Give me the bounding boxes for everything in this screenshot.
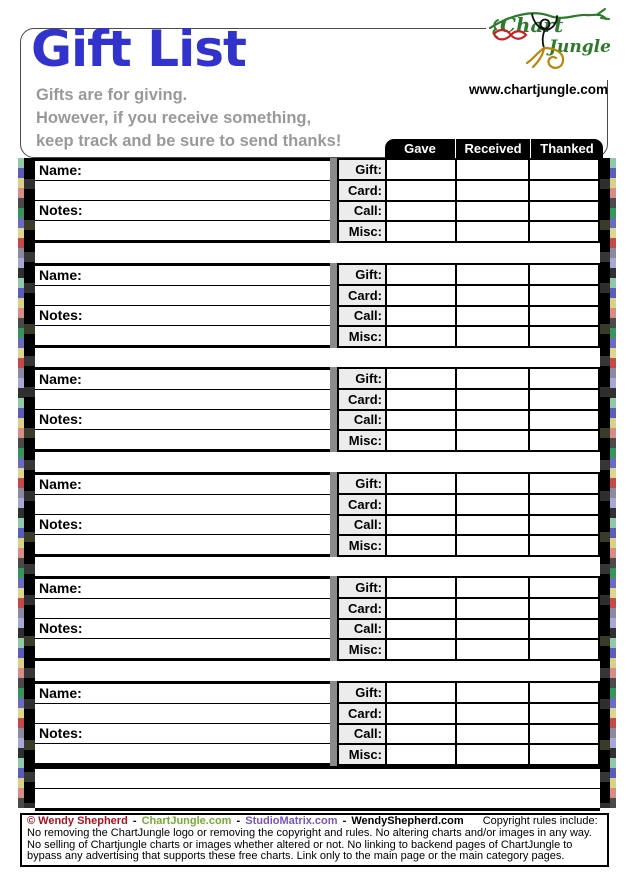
gift-entry-block	[35, 576, 600, 661]
checkbox-gave-misc[interactable]	[387, 640, 455, 659]
checkbox-received-misc[interactable]	[457, 640, 528, 659]
checkbox-thanked-misc[interactable]	[530, 640, 598, 659]
gift-entry-block	[35, 681, 600, 766]
card-row-label: Card:	[339, 495, 385, 514]
checkbox-received-card[interactable]	[457, 599, 528, 618]
notes-write-line-2[interactable]	[35, 639, 330, 658]
panel-divider	[330, 681, 337, 766]
copyright-rule-line-3: bypass any advertising that supports these free charts. Link only to the main page or the main category pages.	[27, 850, 565, 863]
entry-left-panel	[35, 681, 330, 766]
checkbox-thanked-call[interactable]	[530, 202, 598, 221]
card-row-label: Card:	[339, 390, 385, 409]
notes-write-line-2[interactable]	[35, 535, 330, 554]
checkbox-received-card[interactable]	[457, 704, 528, 723]
monkey-logo-icon	[486, 2, 610, 80]
checkbox-gave-gift[interactable]	[387, 369, 455, 388]
checkbox-received-call[interactable]	[457, 516, 528, 535]
call-row-label: Call:	[339, 725, 385, 744]
status-col-received: Received	[455, 139, 530, 158]
checkbox-thanked-call[interactable]	[530, 516, 598, 535]
name-write-line[interactable]	[35, 684, 330, 704]
checkbox-gave-misc[interactable]	[387, 222, 455, 241]
name-write-line-2[interactable]	[35, 390, 330, 410]
checkbox-thanked-card[interactable]	[530, 704, 598, 723]
checkbox-thanked-call[interactable]	[530, 725, 598, 744]
notes-write-line-2[interactable]	[35, 326, 330, 345]
status-column-header-bar	[385, 139, 603, 158]
checkbox-received-call[interactable]	[457, 202, 528, 221]
misc-row-label: Misc:	[339, 640, 385, 659]
rules-heading: Copyright rules include:	[482, 815, 598, 827]
checkbox-gave-gift[interactable]	[387, 474, 455, 493]
misc-row-label: Misc:	[339, 222, 385, 241]
checkbox-received-call[interactable]	[457, 307, 528, 326]
dash: -	[132, 815, 137, 827]
entry-status-grid	[337, 158, 600, 243]
copyright-rule-line-1: No removing the ChartJungle logo or removing the copyright and rules. No altering charts and/or images in any way.	[27, 826, 592, 839]
checkbox-thanked-gift[interactable]	[530, 160, 598, 179]
misc-row-label: Misc:	[339, 745, 385, 764]
checkbox-gave-card[interactable]	[387, 599, 455, 618]
name-label: Name:	[39, 580, 82, 596]
name-write-line[interactable]	[35, 266, 330, 286]
notes-label: Notes:	[39, 411, 83, 427]
card-row-label: Card:	[339, 286, 385, 305]
checkbox-received-misc[interactable]	[457, 431, 528, 450]
checkbox-received-card[interactable]	[457, 181, 528, 200]
panel-divider	[330, 472, 337, 557]
gift-row-label: Gift:	[339, 265, 385, 284]
gift-entry-block	[35, 472, 600, 557]
status-col-thanked: Thanked	[530, 139, 603, 158]
gift-row-label: Gift:	[339, 683, 385, 702]
checkbox-thanked-misc[interactable]	[530, 327, 598, 346]
checkbox-received-call[interactable]	[457, 411, 528, 430]
name-write-line[interactable]	[35, 161, 330, 181]
checkbox-gave-gift[interactable]	[387, 578, 455, 597]
notes-write-line[interactable]	[35, 619, 330, 639]
checkbox-gave-call[interactable]	[387, 202, 455, 221]
checkbox-thanked-misc[interactable]	[530, 222, 598, 241]
panel-divider	[330, 263, 337, 348]
checkbox-gave-misc[interactable]	[387, 431, 455, 450]
notes-label: Notes:	[39, 516, 83, 532]
gift-row-label: Gift:	[339, 369, 385, 388]
logo-word-top: Chart	[500, 13, 564, 37]
extra-blank-row-2[interactable]	[35, 789, 600, 808]
panel-divider	[330, 367, 337, 452]
checkbox-thanked-call[interactable]	[530, 307, 598, 326]
logo-word-bottom: Jungle	[549, 37, 610, 57]
name-write-line[interactable]	[35, 579, 330, 599]
checkbox-received-gift[interactable]	[457, 474, 528, 493]
checkbox-gave-misc[interactable]	[387, 745, 455, 764]
checkbox-thanked-call[interactable]	[530, 620, 598, 639]
checkbox-gave-call[interactable]	[387, 725, 455, 744]
copyright-box	[20, 813, 609, 867]
checkbox-received-call[interactable]	[457, 620, 528, 639]
call-row-label: Call:	[339, 202, 385, 221]
card-row-label: Card:	[339, 181, 385, 200]
status-col-gave: Gave	[404, 141, 436, 156]
entry-status-grid	[337, 263, 600, 348]
call-row-label: Call:	[339, 620, 385, 639]
notes-write-line[interactable]	[35, 724, 330, 744]
checkbox-thanked-card[interactable]	[530, 495, 598, 514]
tagline-line-1: Gifts are for giving.	[36, 86, 188, 104]
name-write-line-2[interactable]	[35, 495, 330, 515]
notes-write-line[interactable]	[35, 515, 330, 535]
entry-left-panel	[35, 367, 330, 452]
entry-left-panel	[35, 472, 330, 557]
entry-left-panel	[35, 576, 330, 661]
name-label: Name:	[39, 685, 82, 701]
checkbox-received-misc[interactable]	[457, 745, 528, 764]
checkbox-thanked-misc[interactable]	[530, 745, 598, 764]
checkbox-gave-call[interactable]	[387, 516, 455, 535]
notes-write-line-2[interactable]	[35, 744, 330, 763]
entry-left-panel	[35, 263, 330, 348]
misc-row-label: Misc:	[339, 327, 385, 346]
checkbox-received-card[interactable]	[457, 495, 528, 514]
name-label: Name:	[39, 267, 82, 283]
checkbox-gave-gift[interactable]	[387, 160, 455, 179]
gift-entry-block	[35, 158, 600, 243]
misc-row-label: Misc:	[339, 536, 385, 555]
tagline-line-2: However, if you receive something,	[36, 109, 312, 127]
copyright-rule-line-2: No selling of Chartjungle charts or images whether altered or not. No linking to backend pages of ChartJungle to	[27, 838, 573, 851]
name-write-line-2[interactable]	[35, 704, 330, 724]
name-label: Name:	[39, 476, 82, 492]
checkbox-received-card[interactable]	[457, 390, 528, 409]
checkbox-thanked-card[interactable]	[530, 286, 598, 305]
notes-write-line-2[interactable]	[35, 430, 330, 449]
checkbox-received-misc[interactable]	[457, 222, 528, 241]
name-write-line-2[interactable]	[35, 599, 330, 619]
checkered-border-right-inner	[600, 158, 610, 808]
checkbox-thanked-gift[interactable]	[530, 578, 598, 597]
checkbox-thanked-gift[interactable]	[530, 369, 598, 388]
name-write-line-2[interactable]	[35, 181, 330, 201]
checkbox-thanked-card[interactable]	[530, 181, 598, 200]
panel-divider	[330, 576, 337, 661]
dash: -	[342, 815, 347, 827]
link-chartjungle[interactable]: ChartJungle.com	[141, 815, 232, 827]
card-row-label: Card:	[339, 704, 385, 723]
card-row-label: Card:	[339, 599, 385, 618]
gift-row-label: Gift:	[339, 474, 385, 493]
checkbox-gave-misc[interactable]	[387, 536, 455, 555]
checkbox-gave-card[interactable]	[387, 704, 455, 723]
copyright-owner: © Wendy Shepherd	[27, 815, 128, 827]
gift-entry-block	[35, 367, 600, 452]
checkered-border-right-outer	[610, 158, 616, 808]
entry-status-grid	[337, 472, 600, 557]
checkbox-received-gift[interactable]	[457, 160, 528, 179]
checkbox-received-gift[interactable]	[457, 578, 528, 597]
entry-status-grid	[337, 576, 600, 661]
checkbox-received-card[interactable]	[457, 286, 528, 305]
checkbox-thanked-gift[interactable]	[530, 474, 598, 493]
notes-write-line[interactable]	[35, 410, 330, 430]
gift-row-label: Gift:	[339, 160, 385, 179]
tagline	[36, 84, 341, 153]
call-row-label: Call:	[339, 516, 385, 535]
name-write-line-2[interactable]	[35, 286, 330, 306]
name-write-line[interactable]	[35, 475, 330, 495]
checkbox-received-misc[interactable]	[457, 327, 528, 346]
checkbox-thanked-call[interactable]	[530, 411, 598, 430]
checkbox-gave-misc[interactable]	[387, 327, 455, 346]
link-studiomatrix[interactable]: StudioMatrix.com	[245, 815, 338, 827]
call-row-label: Call:	[339, 411, 385, 430]
checkbox-thanked-card[interactable]	[530, 599, 598, 618]
dash: -	[236, 815, 241, 827]
checkbox-gave-card[interactable]	[387, 286, 455, 305]
checkbox-gave-gift[interactable]	[387, 683, 455, 702]
checkbox-gave-card[interactable]	[387, 181, 455, 200]
tagline-line-3: keep track and be sure to send thanks!	[36, 132, 342, 150]
entry-left-panel	[35, 158, 330, 243]
link-wendyshepherd[interactable]: WendyShepherd.com	[351, 815, 464, 827]
notes-write-line[interactable]	[35, 201, 330, 221]
checkbox-received-gift[interactable]	[457, 683, 528, 702]
checkered-border-left-inner	[24, 158, 35, 808]
checkbox-thanked-misc[interactable]	[530, 536, 598, 555]
checkbox-thanked-gift[interactable]	[530, 265, 598, 284]
checkbox-gave-card[interactable]	[387, 495, 455, 514]
extra-blank-row-1[interactable]	[35, 769, 600, 789]
checkbox-received-misc[interactable]	[457, 536, 528, 555]
checkbox-thanked-card[interactable]	[530, 390, 598, 409]
notes-write-line-2[interactable]	[35, 221, 330, 240]
name-label: Name:	[39, 162, 82, 178]
checkbox-received-gift[interactable]	[457, 265, 528, 284]
checkbox-gave-call[interactable]	[387, 620, 455, 639]
checkbox-thanked-gift[interactable]	[530, 683, 598, 702]
gift-row-label: Gift:	[339, 578, 385, 597]
extra-blank-rows	[35, 766, 600, 811]
notes-label: Notes:	[39, 307, 83, 323]
website-url[interactable]: www.chartjungle.com	[468, 82, 608, 97]
panel-divider	[330, 158, 337, 243]
checkbox-gave-card[interactable]	[387, 390, 455, 409]
gift-entry-block	[35, 263, 600, 348]
checkbox-received-call[interactable]	[457, 725, 528, 744]
misc-row-label: Misc:	[339, 431, 385, 450]
name-write-line[interactable]	[35, 370, 330, 390]
checkbox-received-gift[interactable]	[457, 369, 528, 388]
checkbox-gave-call[interactable]	[387, 307, 455, 326]
checkbox-gave-call[interactable]	[387, 411, 455, 430]
notes-label: Notes:	[39, 725, 83, 741]
chartjungle-logo	[486, 2, 610, 80]
entry-status-grid	[337, 681, 600, 766]
page-title: Gift List	[31, 20, 246, 78]
entry-status-grid	[337, 367, 600, 452]
notes-write-line[interactable]	[35, 306, 330, 326]
notes-label: Notes:	[39, 620, 83, 636]
checkbox-gave-gift[interactable]	[387, 265, 455, 284]
name-label: Name:	[39, 371, 82, 387]
checkbox-thanked-misc[interactable]	[530, 431, 598, 450]
call-row-label: Call:	[339, 307, 385, 326]
notes-label: Notes:	[39, 202, 83, 218]
